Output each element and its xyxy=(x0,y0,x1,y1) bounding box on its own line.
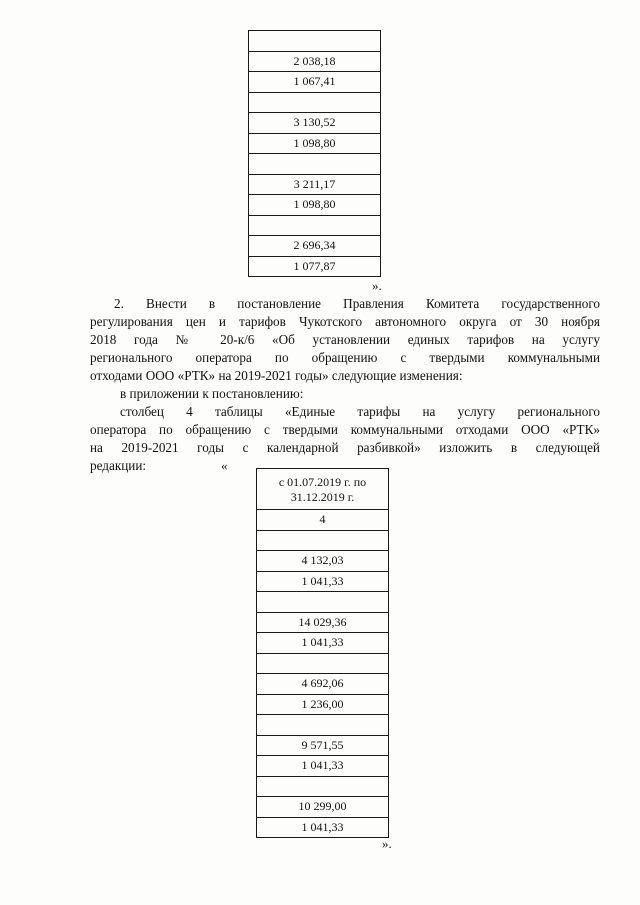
table-row xyxy=(257,674,389,695)
subparagraph-appendix: в приложении к постановлению: xyxy=(120,386,304,401)
tariff-table-column-4 xyxy=(256,468,389,838)
table-cell-value: 10 299,00 xyxy=(257,797,389,818)
subparagraph-column-line-4: редакции: xyxy=(90,458,147,473)
paragraph-2-line-5: отходами ООО «РТК» на 2019-2021 годы» следующие изменения: xyxy=(90,368,463,383)
paragraph-2-line-4: регионального оператора по обращению с твердыми коммунальными xyxy=(90,350,600,365)
table-cell-value: 1 041,33 xyxy=(257,817,389,838)
table-cell-value: 14 029,36 xyxy=(257,612,389,633)
table-row xyxy=(257,612,389,633)
closing-quote-1: ». xyxy=(372,278,382,293)
table-cell-value: 9 571,55 xyxy=(257,735,389,756)
table-cell-value xyxy=(249,215,381,236)
table-row xyxy=(257,551,389,572)
table-row xyxy=(257,653,389,674)
table-row xyxy=(249,113,381,134)
table-cell-value: 1 077,87 xyxy=(249,256,381,277)
table-row xyxy=(257,776,389,797)
table-cell-value: 1 041,33 xyxy=(257,571,389,592)
table-row xyxy=(249,133,381,154)
table-cell-value: 1 236,00 xyxy=(257,694,389,715)
tariff-table-top xyxy=(248,30,381,277)
table-row xyxy=(257,694,389,715)
table-row xyxy=(249,236,381,257)
table-row xyxy=(249,215,381,236)
table-row xyxy=(257,592,389,613)
table-cell-value: 1 067,41 xyxy=(249,72,381,93)
table-cell-value: 4 132,03 xyxy=(257,551,389,572)
table-row xyxy=(257,756,389,777)
table-row xyxy=(257,571,389,592)
table-row xyxy=(257,530,389,551)
table-cell-value xyxy=(249,31,381,52)
table-cell-value: 2 696,34 xyxy=(249,236,381,257)
table-row xyxy=(249,51,381,72)
table-row xyxy=(249,174,381,195)
paragraph-2-line-3: 2018 года № 20-к/6 «Об установлении единых тарифов на услугу xyxy=(90,332,600,347)
table-cell-value xyxy=(257,530,389,551)
table-cell-value xyxy=(257,653,389,674)
closing-quote-2: ». xyxy=(382,836,392,851)
table-row xyxy=(257,735,389,756)
subparagraph-column-line-1: столбец 4 таблицы «Единые тарифы на услугу регионального xyxy=(120,404,600,419)
subparagraph-column-line-3: на 2019-2021 годы с календарной разбивкой» изложить в следующей xyxy=(90,440,600,455)
table-cell-value: 4 692,06 xyxy=(257,674,389,695)
table-cell-value xyxy=(249,154,381,175)
table-header-row xyxy=(257,469,389,510)
table-row xyxy=(249,72,381,93)
table-row xyxy=(249,256,381,277)
table-cell-value xyxy=(257,592,389,613)
table-cell-value: 1 098,80 xyxy=(249,133,381,154)
table-row xyxy=(249,31,381,52)
subparagraph-column-line-2: оператора по обращению с твердыми коммунальными отходами ООО «РТК» xyxy=(90,422,600,437)
table-cell-value: 2 038,18 xyxy=(249,51,381,72)
table-cell-value: 1 041,33 xyxy=(257,633,389,654)
column-number: 4 xyxy=(257,510,389,531)
table-cell-value: 3 211,17 xyxy=(249,174,381,195)
table-row xyxy=(249,195,381,216)
table-row xyxy=(257,817,389,838)
table-row xyxy=(257,797,389,818)
table-cell-value xyxy=(257,776,389,797)
paragraph-2-line-2: регулирования цен и тарифов Чукотского автономного округа от 30 ноября xyxy=(90,314,600,329)
table-row xyxy=(249,154,381,175)
table-row xyxy=(249,92,381,113)
table-cell-value xyxy=(249,92,381,113)
table-row xyxy=(257,633,389,654)
table-row xyxy=(257,715,389,736)
table-cell-value: 1 098,80 xyxy=(249,195,381,216)
table-cell-value: 3 130,52 xyxy=(249,113,381,134)
column-header-period: с 01.07.2019 г. по 31.12.2019 г. xyxy=(257,469,389,510)
paragraph-2-line-1: 2. Внести в постановление Правления Комитета государственного xyxy=(114,296,600,311)
table-cell-value xyxy=(257,715,389,736)
table-number-row xyxy=(257,510,389,531)
table-cell-value: 1 041,33 xyxy=(257,756,389,777)
opening-quote: « xyxy=(221,458,228,473)
